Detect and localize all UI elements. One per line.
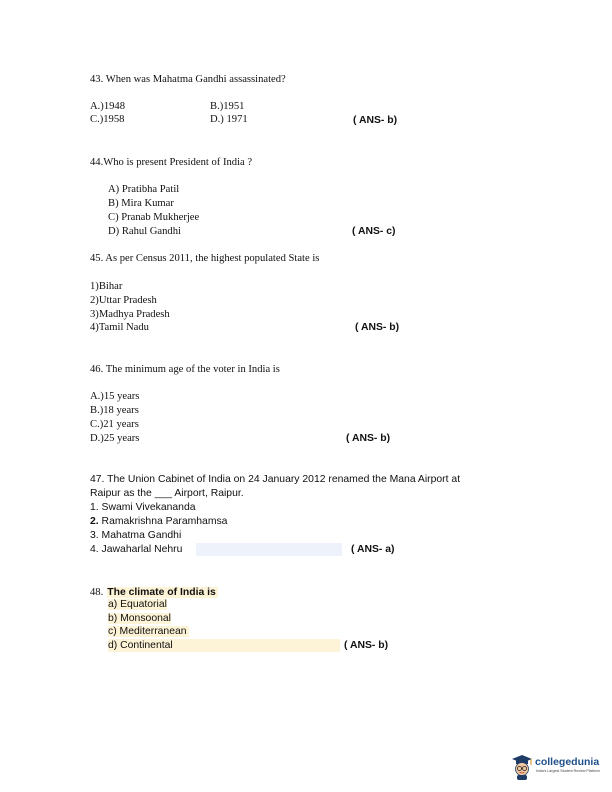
q46-question: 46. The minimum age of the voter in India is	[90, 364, 280, 375]
q44-option-a: A) Pratibha Patil	[108, 184, 180, 195]
q47-question-line1: 47. The Union Cabinet of India on 24 January 2012 renamed the Mana Airport at	[90, 474, 461, 485]
q43-option-c: C.)1958	[90, 114, 125, 125]
q45-option-3: 3)Madhya Pradesh	[90, 309, 170, 320]
q47-option-4-num: 4.	[90, 544, 99, 555]
q46-option-d: D.)25 years	[90, 433, 140, 444]
q45-option-1: 1)Bihar	[90, 281, 123, 292]
q47-option-4-highlight	[196, 543, 342, 556]
q47-option-2-text: Ramakrishna Paramhamsa	[98, 516, 228, 527]
q46-option-a: A.)15 years	[90, 391, 140, 402]
q46-option-c: C.)21 years	[90, 419, 139, 430]
q47-option-4	[90, 543, 182, 556]
logo-brand: collegedunia	[535, 756, 600, 768]
q48-answer: ( ANS- b)	[344, 640, 389, 651]
logo-tagline: India's Largest Student Review Platform	[536, 769, 600, 773]
q47-option-4-text: Jawaharlal Nehru	[98, 544, 183, 555]
q47-question-line2: Raipur as the ___ Airport, Raipur.	[90, 488, 244, 499]
q43-option-b: B.)1951	[210, 101, 245, 112]
q48-option-d: d) Continental	[108, 640, 173, 651]
collegedunia-logo[interactable]	[511, 754, 609, 784]
q48-option-a	[108, 598, 167, 611]
q44-option-b: B) Mira Kumar	[108, 198, 174, 209]
q44-option-d: D) Rahul Gandhi	[108, 226, 181, 237]
q46-answer: ( ANS- b)	[346, 433, 391, 444]
q48-question: The climate of India is	[107, 587, 216, 598]
q47-option-1-text: Swami Vivekananda	[98, 502, 196, 513]
q47-option-3-num: 3.	[90, 530, 99, 541]
q48-option-c-text: c) Mediterranean	[108, 626, 187, 637]
q48-option-a-text: a) Equatorial	[108, 599, 167, 610]
q45-question: 45. As per Census 2011, the highest populated State is	[90, 253, 320, 264]
q47-option-1-num: 1.	[90, 502, 99, 513]
q43-option-d: D.) 1971	[210, 114, 248, 125]
q44-answer: ( ANS- c)	[352, 226, 396, 237]
q48-option-c	[108, 625, 189, 638]
q48-option-b	[108, 612, 171, 625]
q43-question: 43. When was Mahatma Gandhi assassinated?	[90, 74, 286, 85]
q47-answer: ( ANS- a)	[351, 544, 395, 555]
q46-option-b: B.)18 years	[90, 405, 139, 416]
q48-number: 48.	[90, 587, 104, 598]
q45-option-4: 4)Tamil Nadu	[90, 322, 149, 333]
q48-question-row	[90, 584, 218, 599]
q45-option-2: 2)Uttar Pradesh	[90, 295, 157, 306]
q43-option-a: A.)1948	[90, 101, 126, 112]
q47-option-2	[90, 515, 227, 528]
q44-question: 44.Who is present President of India ?	[90, 157, 253, 168]
q47-option-3-text: Mahatma Gandhi	[98, 530, 182, 541]
q45-answer: ( ANS- b)	[355, 322, 400, 333]
q43-answer: ( ANS- b)	[353, 115, 398, 126]
q47-option-2-num: 2.	[90, 516, 99, 527]
q48-option-b-text: b) Monsoonal	[108, 613, 171, 624]
graduate-mascot-icon	[511, 754, 533, 780]
q47-option-3	[90, 529, 181, 542]
q44-option-c: C) Pranab Mukherjee	[108, 212, 200, 223]
q47-option-1	[90, 501, 196, 514]
